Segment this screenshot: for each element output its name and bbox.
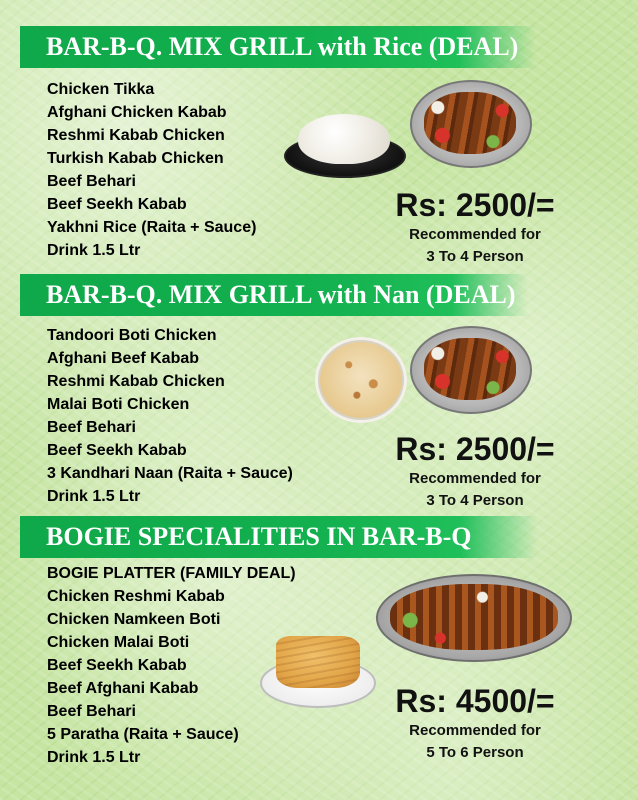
menu-item: Beef Behari (47, 419, 136, 436)
menu-item: Beef Seekh Kabab (47, 442, 187, 459)
price-amount: Rs: 4500/= (395, 683, 555, 719)
menu-item: Beef Seekh Kabab (47, 657, 187, 674)
menu-item: Malai Boti Chicken (47, 396, 190, 413)
menu-item: Chicken Tikka (47, 81, 155, 98)
menu-item: Reshmi Kabab Chicken (47, 127, 225, 144)
paratha-plate-image (260, 658, 376, 708)
recommended-label: Recommended for (409, 226, 541, 243)
menu-item: 5 Paratha (Raita + Sauce) (47, 726, 239, 743)
menu-item: BOGIE PLATTER (FAMILY DEAL) (47, 565, 296, 582)
menu-item: Beef Afghani Kabab (47, 680, 199, 697)
recommended-label: Recommended for (409, 722, 541, 739)
naan-image (318, 340, 404, 420)
bogie-platter-image (376, 574, 572, 662)
menu-item: Drink 1.5 Ltr (47, 242, 141, 259)
price-amount: Rs: 2500/= (395, 431, 555, 467)
menu-item: Afghani Chicken Kabab (47, 104, 227, 121)
price-block (370, 682, 580, 764)
menu-item: Beef Behari (47, 173, 136, 190)
menu-item-list (47, 562, 296, 769)
menu-item: Afghani Beef Kabab (47, 350, 200, 367)
menu-item: Beef Behari (47, 703, 136, 720)
recommended-label: Recommended for (409, 470, 541, 487)
price-block (370, 186, 580, 268)
persons-label: 3 To 4 Person (426, 492, 524, 509)
menu-item-list (47, 324, 293, 508)
menu-item: Turkish Kabab Chicken (47, 150, 224, 167)
menu-item: Beef Seekh Kabab (47, 196, 187, 213)
menu-item: Reshmi Kabab Chicken (47, 373, 225, 390)
deal-section-nan (0, 272, 638, 512)
section-title-banner: BAR-B-Q. MIX GRILL with Rice (DEAL) (20, 26, 536, 68)
deal-section-rice (0, 0, 638, 272)
menu-item: Tandoori Boti Chicken (47, 327, 217, 344)
price-block (370, 430, 580, 512)
section-title-banner: BAR-B-Q. MIX GRILL with Nan (DEAL) (20, 274, 528, 316)
menu-item: 3 Kandhari Naan (Raita + Sauce) (47, 465, 293, 482)
mix-grill-platter-image (410, 80, 532, 168)
section-title-banner: BOGIE SPECIALITIES IN BAR-B-Q (20, 516, 538, 558)
menu-item: Chicken Namkeen Boti (47, 611, 221, 628)
price-amount: Rs: 2500/= (395, 187, 555, 223)
menu-item: Chicken Reshmi Kabab (47, 588, 225, 605)
menu-item: Chicken Malai Boti (47, 634, 190, 651)
persons-label: 3 To 4 Person (426, 248, 524, 265)
menu-item: Drink 1.5 Ltr (47, 488, 141, 505)
mix-grill-platter-image (410, 326, 532, 414)
menu-item: Yakhni Rice (Raita + Sauce) (47, 219, 257, 236)
menu-item: Drink 1.5 Ltr (47, 749, 141, 766)
deal-section-bogie (0, 512, 638, 800)
persons-label: 5 To 6 Person (426, 744, 524, 761)
menu-item-list (47, 78, 256, 262)
rice-plate-image (284, 134, 406, 178)
